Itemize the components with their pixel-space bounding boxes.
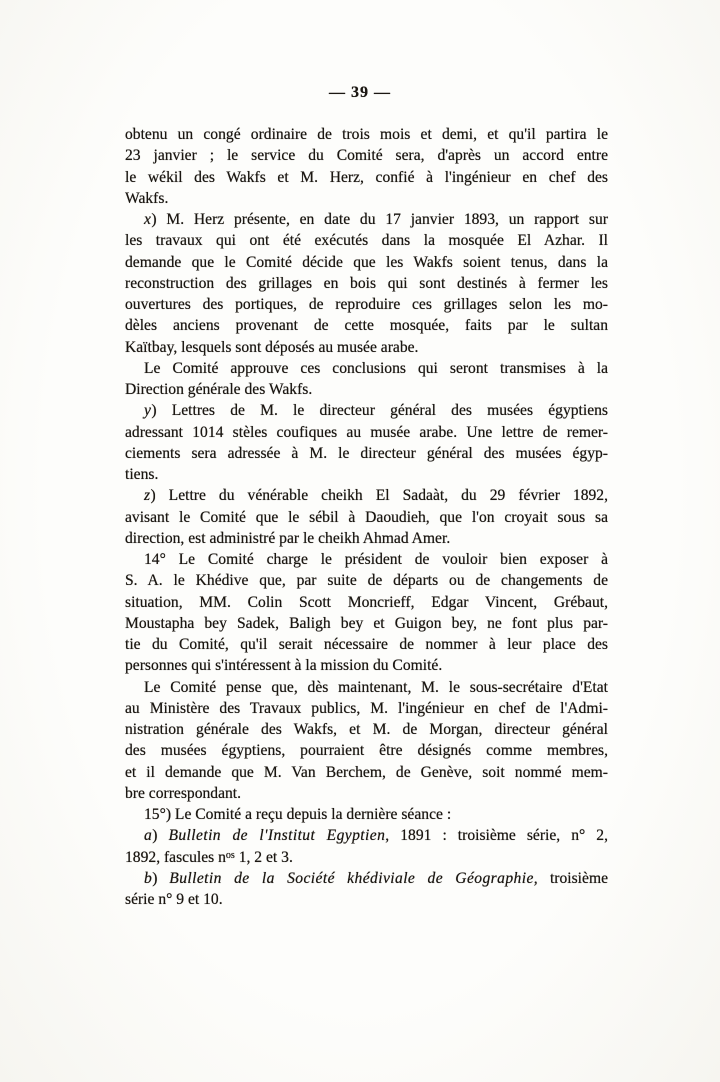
text-line: bre correspondant.	[125, 784, 242, 802]
text-line: ciements sera adressée à M. le directeur général des musées égyp-	[125, 444, 608, 462]
text-line: demande que le Comité décide que les Wakfs soient tenus, dans la	[125, 253, 608, 271]
page-number-header: — 39 —	[329, 84, 391, 101]
text-line: y) Lettres de M. le directeur général des musées égyptiens	[144, 402, 608, 420]
text-line: ouvertures des portiques, de reproduire ces grillages selon les mo-	[125, 296, 608, 313]
text-line: direction, est administré par le cheikh Ahmad Amer.	[125, 529, 451, 547]
text-line: série n° 9 et 10.	[125, 891, 223, 908]
text-line: reconstruction des grillages en bois qui sont destinés à fermer les	[125, 274, 608, 292]
text-line: Wakfs.	[125, 189, 169, 207]
text-line: 1892, fascules $n^{os}$ 1, 2 et 3.	[125, 848, 293, 866]
text-line: et il demande que M. Van Berchem, de Genève, soit nommé mem-	[125, 763, 608, 781]
text-line: Le Comité pense que, dès maintenant, M. le sous-secrétaire d'Etat	[144, 678, 608, 696]
text-line: les travaux qui ont été exécutés dans la mosquée El Azhar. Il	[125, 232, 608, 250]
text-line: Le Comité approuve ces conclusions qui seront transmises à la	[144, 359, 608, 377]
text-line: situation, MM. Colin Scott Moncrieff, Edgar Vincent, Grébaut,	[125, 593, 608, 611]
text-line: dèles anciens provenant de cette mosquée, faits par le sultan	[125, 317, 608, 335]
text-line: au Ministère des Travaux publics, M. l'ingénieur en chef de l'Admi-	[125, 699, 608, 717]
text-line: z) Lettre du vénérable cheikh El Sadaàt, du 29 février 1892,	[144, 487, 608, 505]
text-line: tie du Comité, qu'il serait nécessaire de nommer à leur place des	[125, 636, 608, 653]
page-text	[125, 124, 608, 910]
text-line: avisant le Comité que le sébil à Daoudieh, que l'on croyait sous sa	[125, 508, 608, 526]
text-line: x) M. Herz présente, en date du 17 janvier 1893, un rapport sur	[144, 211, 608, 228]
text-line: nistration générale des Wakfs, et M. de Morgan, directeur général	[125, 721, 608, 738]
text-line: a) Bulletin de l'Institut Egyptien, 1891 : troisième série, n° 2,	[144, 827, 608, 845]
text-line: personnes qui s'intéressent à la mission du Comité.	[125, 657, 443, 675]
text-line: tiens.	[125, 466, 159, 483]
text-line: obtenu un congé ordinaire de trois mois et demi, et qu'il partira le	[125, 126, 608, 143]
text-line: 23 janvier ; le service du Comité sera, d'après un accord entre	[125, 147, 608, 165]
text-line: adressant 1014 stèles coufiques au musée arabe. Une lettre de remer-	[125, 423, 608, 441]
text-line: des musées égyptiens, pourraient être désignés comme membres,	[125, 742, 608, 760]
text-line: 14° Le Comité charge le président de vouloir bien exposer à	[144, 551, 608, 568]
text-line: b) Bulletin de la Société khédiviale de Géographie, troisième	[144, 869, 608, 887]
text-line: le wékil des Wakfs et M. Herz, confié à l'ingénieur en chef des	[125, 168, 608, 186]
text-line: 15°) Le Comité a reçu depuis la dernière séance :	[144, 806, 452, 823]
text-line: Moustapha bey Sadek, Baligh bey et Guigon bey, ne font plus par-	[125, 614, 608, 632]
text-line: Direction générale des Wakfs.	[125, 381, 313, 398]
text-line: Kaïtbay, lesquels sont déposés au musée arabe.	[125, 338, 419, 356]
text-line: S. A. le Khédive que, par suite de départs ou de changements de	[125, 572, 608, 590]
